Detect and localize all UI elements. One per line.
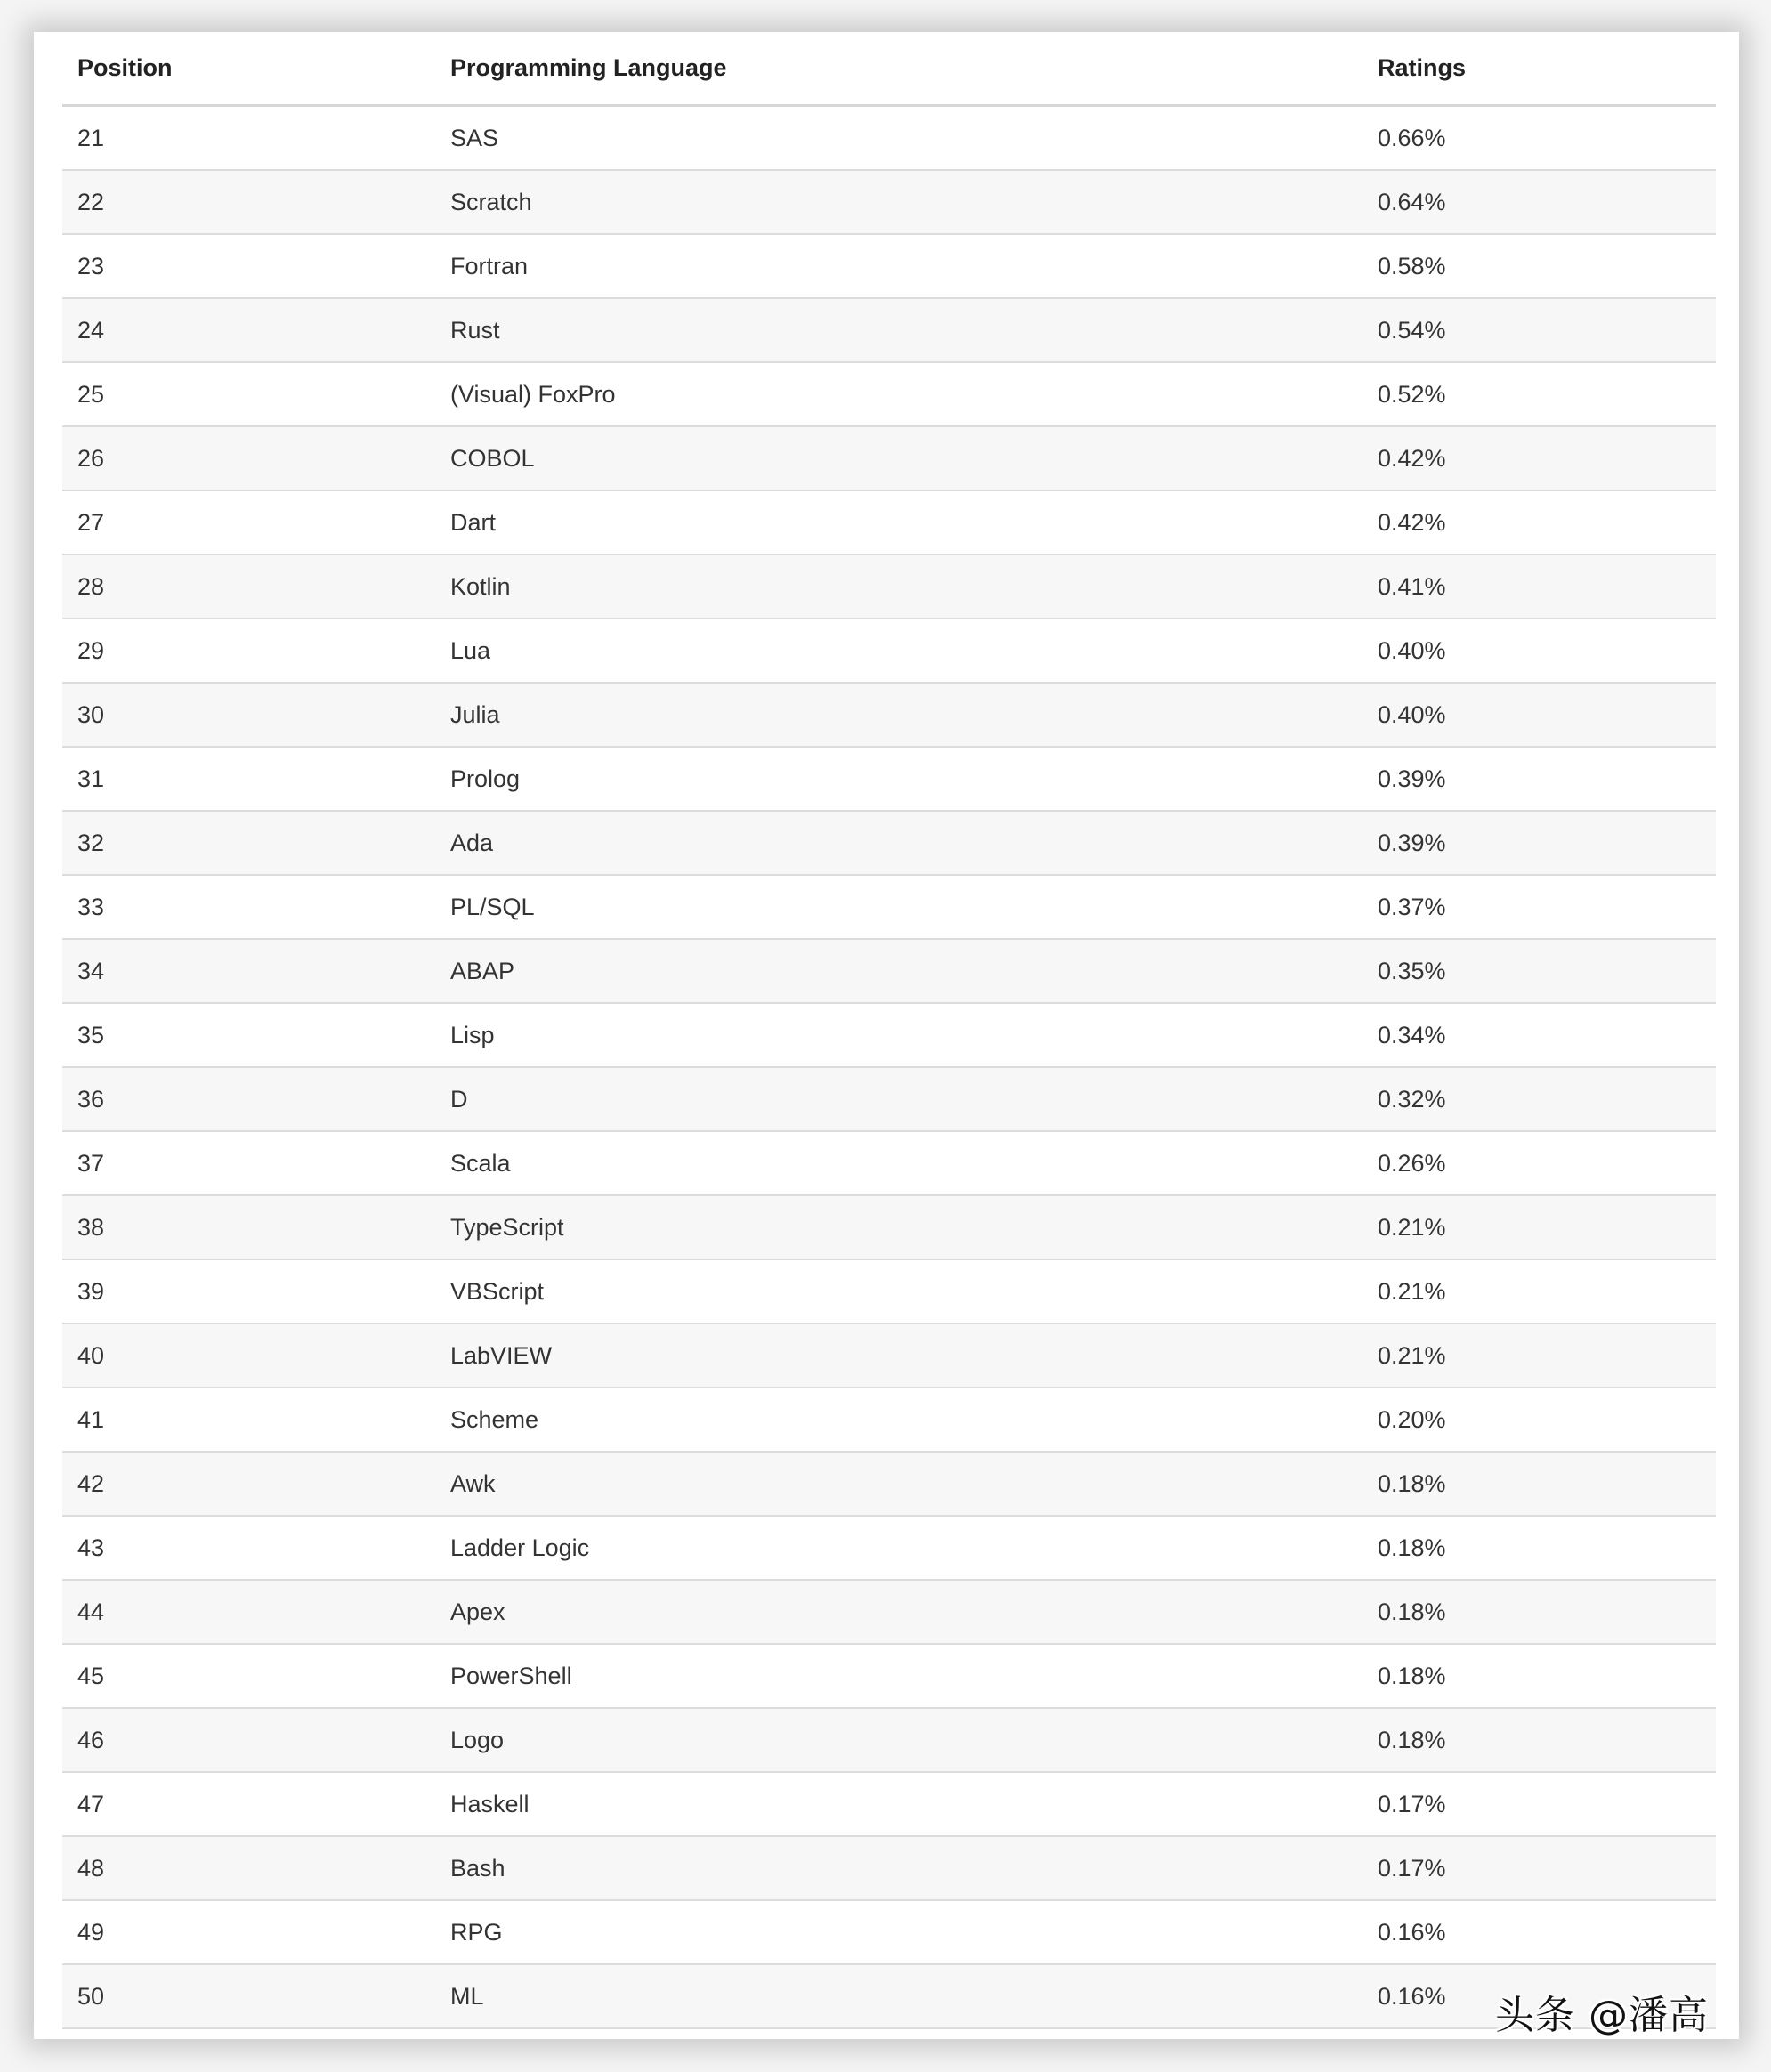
table-row (62, 170, 1716, 234)
cell-language: D (435, 1067, 1363, 1131)
cell-position: 40 (62, 1323, 435, 1388)
cell-ratings: 0.64% (1363, 170, 1716, 234)
cell-position: 33 (62, 875, 435, 939)
table-row (62, 1067, 1716, 1131)
ranking-card (34, 32, 1739, 2039)
cell-position: 25 (62, 362, 435, 426)
cell-position: 48 (62, 1836, 435, 1900)
cell-position: 46 (62, 1708, 435, 1772)
cell-ratings: 0.17% (1363, 1836, 1716, 1900)
cell-ratings: 0.18% (1363, 1516, 1716, 1580)
cell-position: 22 (62, 170, 435, 234)
cell-language: VBScript (435, 1259, 1363, 1323)
column-header-ratings[interactable]: Ratings (1363, 32, 1716, 106)
cell-ratings: 0.40% (1363, 683, 1716, 747)
table-row (62, 1195, 1716, 1259)
cell-language: (Visual) FoxPro (435, 362, 1363, 426)
cell-ratings: 0.21% (1363, 1323, 1716, 1388)
cell-position: 38 (62, 1195, 435, 1259)
cell-position: 28 (62, 554, 435, 619)
cell-language: Fortran (435, 234, 1363, 298)
cell-position: 43 (62, 1516, 435, 1580)
cell-position: 47 (62, 1772, 435, 1836)
table-row (62, 875, 1716, 939)
cell-language: Scala (435, 1131, 1363, 1195)
cell-ratings: 0.58% (1363, 234, 1716, 298)
cell-language: PowerShell (435, 1644, 1363, 1708)
table-body (62, 106, 1716, 2029)
table-row (62, 106, 1716, 171)
cell-position: 41 (62, 1388, 435, 1452)
table-row (62, 1580, 1716, 1644)
table-row (62, 554, 1716, 619)
table-row (62, 1323, 1716, 1388)
table-row (62, 1388, 1716, 1452)
cell-ratings: 0.40% (1363, 619, 1716, 683)
table-row (62, 1259, 1716, 1323)
cell-language: Logo (435, 1708, 1363, 1772)
cell-language: Kotlin (435, 554, 1363, 619)
cell-position: 32 (62, 811, 435, 875)
language-ranking-table (62, 32, 1716, 2029)
table-row (62, 1836, 1716, 1900)
cell-ratings: 0.18% (1363, 1452, 1716, 1516)
table-row (62, 683, 1716, 747)
table-row (62, 619, 1716, 683)
table-row (62, 747, 1716, 811)
cell-language: RPG (435, 1900, 1363, 1964)
cell-language: Ladder Logic (435, 1516, 1363, 1580)
cell-language: Julia (435, 683, 1363, 747)
cell-ratings: 0.16% (1363, 1964, 1716, 2028)
table-row (62, 426, 1716, 490)
cell-position: 50 (62, 1964, 435, 2028)
cell-ratings: 0.32% (1363, 1067, 1716, 1131)
cell-position: 21 (62, 106, 435, 171)
table-row (62, 1452, 1716, 1516)
cell-ratings: 0.39% (1363, 747, 1716, 811)
cell-language: Lua (435, 619, 1363, 683)
table-row (62, 298, 1716, 362)
cell-ratings: 0.42% (1363, 426, 1716, 490)
cell-position: 35 (62, 1003, 435, 1067)
cell-ratings: 0.41% (1363, 554, 1716, 619)
cell-language: Bash (435, 1836, 1363, 1900)
cell-language: Prolog (435, 747, 1363, 811)
cell-language: Rust (435, 298, 1363, 362)
cell-ratings: 0.20% (1363, 1388, 1716, 1452)
cell-ratings: 0.39% (1363, 811, 1716, 875)
cell-position: 29 (62, 619, 435, 683)
cell-position: 39 (62, 1259, 435, 1323)
cell-language: ML (435, 1964, 1363, 2028)
table-row (62, 1772, 1716, 1836)
column-header-position[interactable]: Position (62, 32, 435, 106)
cell-ratings: 0.54% (1363, 298, 1716, 362)
cell-language: Haskell (435, 1772, 1363, 1836)
cell-position: 26 (62, 426, 435, 490)
cell-ratings: 0.16% (1363, 1900, 1716, 1964)
table-row (62, 811, 1716, 875)
cell-language: Scheme (435, 1388, 1363, 1452)
cell-position: 42 (62, 1452, 435, 1516)
cell-ratings: 0.52% (1363, 362, 1716, 426)
cell-language: TypeScript (435, 1195, 1363, 1259)
watermark: 头条 @潘高 (1495, 1993, 1709, 2038)
cell-position: 37 (62, 1131, 435, 1195)
cell-ratings: 0.42% (1363, 490, 1716, 554)
cell-language: PL/SQL (435, 875, 1363, 939)
cell-ratings: 0.18% (1363, 1580, 1716, 1644)
cell-ratings: 0.21% (1363, 1195, 1716, 1259)
cell-ratings: 0.34% (1363, 1003, 1716, 1067)
cell-position: 44 (62, 1580, 435, 1644)
cell-language: Awk (435, 1452, 1363, 1516)
cell-ratings: 0.17% (1363, 1772, 1716, 1836)
cell-language: SAS (435, 106, 1363, 171)
cell-ratings: 0.18% (1363, 1644, 1716, 1708)
cell-language: Scratch (435, 170, 1363, 234)
cell-language: COBOL (435, 426, 1363, 490)
cell-language: ABAP (435, 939, 1363, 1003)
cell-ratings: 0.21% (1363, 1259, 1716, 1323)
cell-ratings: 0.66% (1363, 106, 1716, 171)
table-row (62, 1131, 1716, 1195)
cell-position: 49 (62, 1900, 435, 1964)
cell-language: Lisp (435, 1003, 1363, 1067)
cell-ratings: 0.35% (1363, 939, 1716, 1003)
table-row (62, 490, 1716, 554)
table-row (62, 1900, 1716, 1964)
table-row (62, 1003, 1716, 1067)
table-row (62, 939, 1716, 1003)
table-row (62, 1964, 1716, 2028)
cell-language: Apex (435, 1580, 1363, 1644)
cell-position: 31 (62, 747, 435, 811)
table-row (62, 234, 1716, 298)
table-header-row (62, 32, 1716, 106)
cell-position: 36 (62, 1067, 435, 1131)
cell-ratings: 0.18% (1363, 1708, 1716, 1772)
cell-language: LabVIEW (435, 1323, 1363, 1388)
table-row (62, 1516, 1716, 1580)
cell-language: Dart (435, 490, 1363, 554)
table-row (62, 362, 1716, 426)
column-header-language[interactable]: Programming Language (435, 32, 1363, 106)
cell-language: Ada (435, 811, 1363, 875)
cell-position: 30 (62, 683, 435, 747)
table-row (62, 1644, 1716, 1708)
cell-position: 27 (62, 490, 435, 554)
cell-position: 23 (62, 234, 435, 298)
cell-ratings: 0.26% (1363, 1131, 1716, 1195)
cell-ratings: 0.37% (1363, 875, 1716, 939)
cell-position: 45 (62, 1644, 435, 1708)
cell-position: 34 (62, 939, 435, 1003)
cell-position: 24 (62, 298, 435, 362)
table-row (62, 1708, 1716, 1772)
